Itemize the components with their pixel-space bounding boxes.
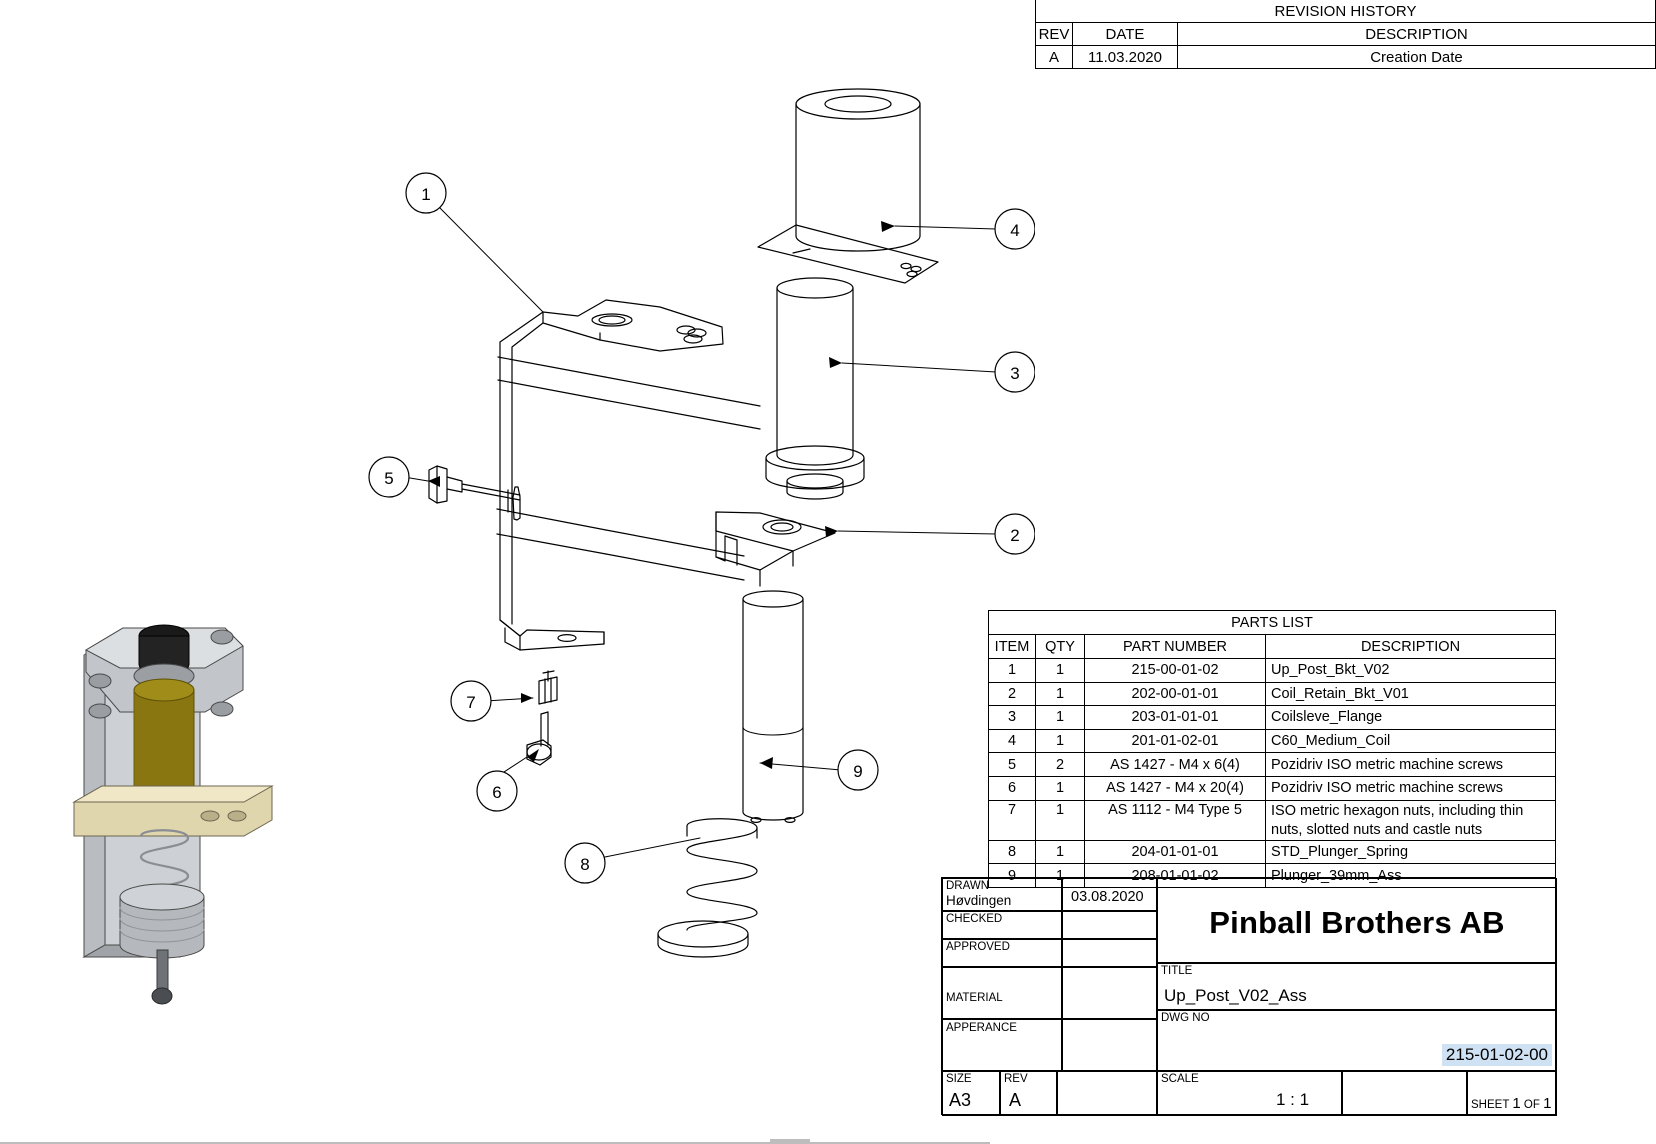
balloon-7 bbox=[451, 681, 491, 721]
revision-cell-rev: A bbox=[1036, 46, 1073, 69]
approved-value-cell bbox=[1062, 939, 1157, 967]
parts-cell-description: Pozidriv ISO metric machine screws bbox=[1266, 776, 1556, 800]
drawn-name: Høvdingen bbox=[946, 893, 1012, 908]
sheet-label-2: OF bbox=[1523, 1099, 1540, 1111]
apperance-value-cell bbox=[1062, 1019, 1157, 1071]
parts-cell-qty: 1 bbox=[1036, 800, 1085, 840]
svg-text:4: 4 bbox=[1010, 221, 1020, 240]
isometric-assembly-view bbox=[74, 625, 272, 1004]
svg-text:6: 6 bbox=[492, 783, 502, 802]
revision-cell-description: Creation Date bbox=[1178, 46, 1656, 69]
leader-lines bbox=[404, 205, 996, 858]
parts-header-part-number: PART NUMBER bbox=[1085, 635, 1266, 659]
rev-value: A bbox=[1009, 1090, 1022, 1110]
sheet-label-1: SHEET bbox=[1471, 1099, 1510, 1111]
parts-cell-item: 2 bbox=[989, 682, 1036, 706]
parts-list-title: PARTS LIST bbox=[989, 611, 1556, 635]
revision-header-description: DESCRIPTION bbox=[1178, 23, 1656, 46]
title-label: TITLE bbox=[1161, 965, 1193, 977]
parts-cell-qty: 1 bbox=[1036, 729, 1085, 753]
table-row bbox=[989, 840, 1556, 864]
parts-header-item: ITEM bbox=[989, 635, 1036, 659]
scale-extra-cell bbox=[1342, 1071, 1467, 1116]
parts-cell-item: 3 bbox=[989, 706, 1036, 730]
part-spring bbox=[658, 819, 757, 957]
parts-cell-qty: 1 bbox=[1036, 776, 1085, 800]
drawing-title-value: Up_Post_V02_Ass bbox=[1164, 986, 1307, 1005]
parts-cell-item: 7 bbox=[989, 800, 1036, 840]
parts-cell-item: 1 bbox=[989, 659, 1036, 683]
parts-cell-part-number: AS 1112 - M4 Type 5 bbox=[1085, 800, 1266, 840]
parts-cell-part-number: 202-00-01-01 bbox=[1085, 682, 1266, 706]
parts-cell-item: 4 bbox=[989, 729, 1036, 753]
checked-value-cell bbox=[1062, 911, 1157, 939]
parts-cell-description: Pozidriv ISO metric machine screws bbox=[1266, 753, 1556, 777]
balloon-6 bbox=[477, 771, 517, 811]
table-row bbox=[989, 800, 1556, 840]
checked-label: CHECKED bbox=[946, 913, 1003, 925]
parts-header-description: DESCRIPTION bbox=[1266, 635, 1556, 659]
apperance-cell bbox=[942, 1019, 1062, 1071]
checked-cell bbox=[942, 911, 1062, 939]
part-hex-nut bbox=[539, 671, 557, 704]
rev-label: REV bbox=[1004, 1073, 1028, 1085]
parts-list-table bbox=[988, 610, 1556, 888]
apperance-label: APPERANCE bbox=[946, 1022, 1017, 1034]
drawn-date-cell bbox=[1062, 878, 1157, 911]
part-plunger bbox=[743, 591, 803, 822]
material-label: MATERIAL bbox=[946, 992, 1003, 1004]
table-row bbox=[989, 682, 1556, 706]
scale-value: 1 : 1 bbox=[1276, 1090, 1310, 1109]
parts-cell-qty: 1 bbox=[1036, 864, 1085, 888]
dwg-no-label: DWG NO bbox=[1161, 1012, 1210, 1024]
balloon-5 bbox=[369, 457, 409, 497]
parts-cell-description: Plunger_39mm_Ass bbox=[1266, 864, 1556, 888]
scale-label: SCALE bbox=[1161, 1073, 1199, 1085]
svg-text:9: 9 bbox=[853, 762, 863, 781]
table-row bbox=[989, 776, 1556, 800]
table-row bbox=[989, 729, 1556, 753]
parts-cell-item: 8 bbox=[989, 840, 1036, 864]
balloon-1 bbox=[406, 173, 446, 213]
leader-arrowheads bbox=[428, 221, 895, 769]
revision-history-table bbox=[1035, 0, 1656, 69]
parts-cell-part-number: 215-00-01-02 bbox=[1085, 659, 1266, 683]
parts-cell-qty: 1 bbox=[1036, 706, 1085, 730]
parts-cell-description: Coil_Retain_Bkt_V01 bbox=[1266, 682, 1556, 706]
parts-cell-part-number: 204-01-01-01 bbox=[1085, 840, 1266, 864]
sheet-bottom-tab bbox=[770, 1139, 810, 1144]
company-cell bbox=[1157, 878, 1557, 963]
balloon-group bbox=[369, 173, 1035, 883]
table-row bbox=[989, 659, 1556, 683]
balloon-4 bbox=[995, 209, 1035, 249]
parts-cell-qty: 2 bbox=[1036, 753, 1085, 777]
table-row bbox=[989, 753, 1556, 777]
parts-cell-part-number: 201-01-02-01 bbox=[1085, 729, 1266, 753]
title-block bbox=[941, 877, 1556, 1115]
parts-cell-part-number: AS 1427 - M4 x 6(4) bbox=[1085, 753, 1266, 777]
blank-cell bbox=[1057, 1071, 1157, 1116]
parts-cell-part-number: AS 1427 - M4 x 20(4) bbox=[1085, 776, 1266, 800]
dwg-no-cell bbox=[1157, 1010, 1557, 1071]
svg-text:7: 7 bbox=[466, 693, 476, 712]
parts-cell-item: 5 bbox=[989, 753, 1036, 777]
drawing-title-cell bbox=[1157, 963, 1557, 1010]
parts-cell-description: C60_Medium_Coil bbox=[1266, 729, 1556, 753]
part-up-post-bracket bbox=[497, 300, 760, 650]
approved-label: APPROVED bbox=[946, 941, 1010, 953]
dwg-no-value[interactable]: 215-01-02-00 bbox=[1442, 1044, 1552, 1066]
sheet-total: 1 bbox=[1543, 1095, 1552, 1112]
parts-cell-description: Up_Post_Bkt_V02 bbox=[1266, 659, 1556, 683]
material-value-cell bbox=[1062, 967, 1157, 1019]
material-cell bbox=[942, 967, 1062, 1019]
svg-text:8: 8 bbox=[580, 855, 590, 874]
sheet-cell bbox=[1467, 1071, 1557, 1116]
part-screw-m4x6 bbox=[429, 466, 520, 503]
parts-cell-part-number: 203-01-01-01 bbox=[1085, 706, 1266, 730]
table-row bbox=[989, 706, 1556, 730]
parts-cell-description: ISO metric hexagon nuts, including thin nuts, slotted nuts and castle nuts bbox=[1266, 800, 1556, 840]
revision-header-rev: REV bbox=[1036, 23, 1073, 46]
svg-text:2: 2 bbox=[1010, 526, 1020, 545]
part-coil bbox=[758, 89, 938, 283]
parts-cell-part-number: 208-01-01-02 bbox=[1085, 864, 1266, 888]
revision-history-title: REVISION HISTORY bbox=[1036, 0, 1656, 23]
sheet-info bbox=[1471, 1095, 1551, 1112]
revision-header-date: DATE bbox=[1073, 23, 1178, 46]
company-name: Pinball Brothers AB bbox=[1209, 905, 1505, 940]
sheet-number: 1 bbox=[1512, 1095, 1521, 1112]
parts-cell-qty: 1 bbox=[1036, 682, 1085, 706]
size-value: A3 bbox=[949, 1090, 972, 1110]
parts-cell-item: 6 bbox=[989, 776, 1036, 800]
svg-text:1: 1 bbox=[421, 185, 431, 204]
balloon-2 bbox=[995, 514, 1035, 554]
revision-cell-date: 11.03.2020 bbox=[1073, 46, 1178, 69]
balloon-9 bbox=[838, 750, 878, 790]
drawn-label: DRAWN bbox=[946, 880, 990, 892]
part-coil-retain-bracket bbox=[716, 512, 835, 586]
svg-text:5: 5 bbox=[384, 469, 394, 488]
size-label: SIZE bbox=[946, 1073, 972, 1085]
rev-cell bbox=[1000, 1071, 1057, 1116]
parts-cell-qty: 1 bbox=[1036, 840, 1085, 864]
parts-cell-item: 9 bbox=[989, 864, 1036, 888]
approved-cell bbox=[942, 939, 1062, 967]
table-row bbox=[1036, 46, 1656, 69]
size-cell bbox=[942, 1071, 1000, 1116]
parts-header-qty: QTY bbox=[1036, 635, 1085, 659]
svg-text:3: 3 bbox=[1010, 364, 1020, 383]
drawn-cell bbox=[942, 878, 1062, 911]
balloon-3 bbox=[995, 352, 1035, 392]
parts-cell-qty: 1 bbox=[1036, 659, 1085, 683]
parts-cell-description: STD_Plunger_Spring bbox=[1266, 840, 1556, 864]
scale-cell bbox=[1157, 1071, 1342, 1116]
parts-cell-description: Coilsleve_Flange bbox=[1266, 706, 1556, 730]
part-coilsleeve-flange bbox=[766, 278, 864, 499]
drawn-date: 03.08.2020 bbox=[1071, 889, 1144, 905]
balloon-8 bbox=[565, 843, 605, 883]
